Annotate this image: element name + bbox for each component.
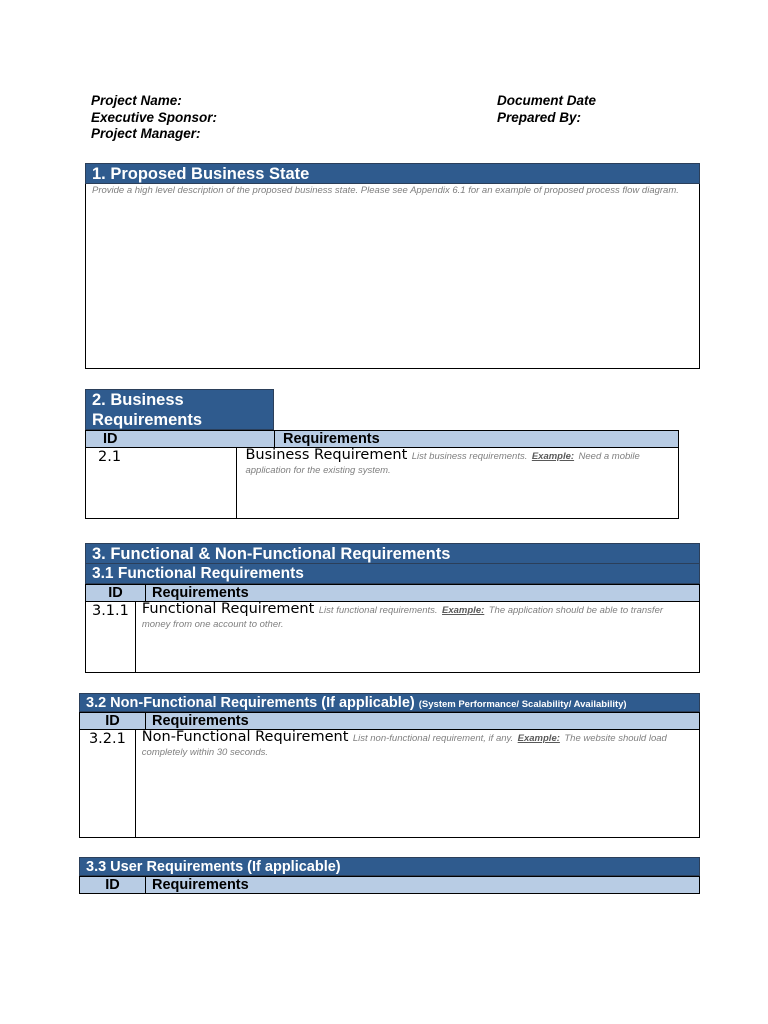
section-3-2-column-header [79, 712, 700, 730]
column-id: ID [86, 585, 146, 601]
column-id: ID [86, 431, 275, 447]
table-row [85, 602, 700, 673]
project-meta-left [91, 93, 217, 143]
table-row [79, 730, 700, 838]
requirement-hint: List non-functional requirement, if any. [352, 733, 514, 744]
requirement-example-label: Example: [517, 733, 560, 744]
requirement-example: The application should be able to transfer money from one account to other. [141, 605, 664, 630]
requirement-id: 2.1 [86, 448, 237, 518]
section-3-1-title: 3.1 Functional Requirements [85, 564, 700, 584]
section-3-2-title [79, 693, 700, 712]
column-requirements: Requirements [283, 431, 380, 447]
section-business-requirements [85, 389, 679, 519]
section-2-column-header [85, 430, 679, 448]
section-3-3-column-header [79, 876, 700, 894]
table-row [85, 448, 679, 519]
section-3-title: 3. Functional & Non-Functional Requirements [85, 543, 700, 564]
requirement-example-label: Example: [531, 451, 575, 462]
column-id: ID [80, 877, 146, 893]
requirement-label: Functional Requirement [141, 601, 315, 617]
requirement-id: 3.1.1 [86, 602, 136, 672]
section-2-title: 2. Business Requirements [85, 389, 274, 430]
project-name-label: Project Name: [91, 93, 182, 108]
requirement-id: 3.2.1 [80, 730, 136, 837]
requirement-label: Business Requirement [245, 447, 408, 463]
section-3-1-column-header [85, 584, 700, 602]
column-requirements: Requirements [152, 877, 249, 893]
section-user-requirements [79, 857, 700, 894]
requirement-cell [136, 730, 699, 837]
requirement-example: Need a mobile application for the existing system. [245, 451, 640, 476]
section-functional-requirements [85, 543, 700, 673]
section-3-2-title-text: 3.2 Non-Functional Requirements (If applicable) [86, 695, 415, 711]
section-non-functional-requirements [79, 693, 700, 838]
requirement-hint: List business requirements. [411, 451, 528, 462]
requirement-label: Non-Functional Requirement [141, 729, 349, 745]
column-requirements: Requirements [152, 713, 249, 729]
requirement-cell [237, 448, 678, 518]
section-3-2-title-note: (System Performance/ Scalability/ Availability) [418, 699, 627, 710]
column-id: ID [80, 713, 146, 729]
requirement-hint: List functional requirements. [318, 605, 438, 616]
column-requirements: Requirements [152, 585, 249, 601]
project-meta-right [497, 93, 596, 126]
requirement-cell [136, 602, 699, 672]
requirement-example: The website should load completely within 30 seconds. [141, 733, 667, 758]
project-manager-label: Project Manager: [91, 126, 201, 141]
section-3-3-title: 3.3 User Requirements (If applicable) [79, 857, 700, 876]
section-1-description: Provide a high level description of the proposed business state. Please see Appendix 6.1 for an example of proposed process flow diagram. [92, 185, 679, 196]
section-1-body [85, 184, 700, 369]
section-proposed-business-state [85, 163, 700, 369]
executive-sponsor-label: Executive Sponsor: [91, 109, 218, 125]
section-1-title: 1. Proposed Business State [85, 163, 700, 184]
requirement-example-label: Example: [442, 605, 485, 616]
document-date-label: Document Date [497, 93, 597, 108]
prepared-by-label: Prepared By: [497, 109, 582, 125]
